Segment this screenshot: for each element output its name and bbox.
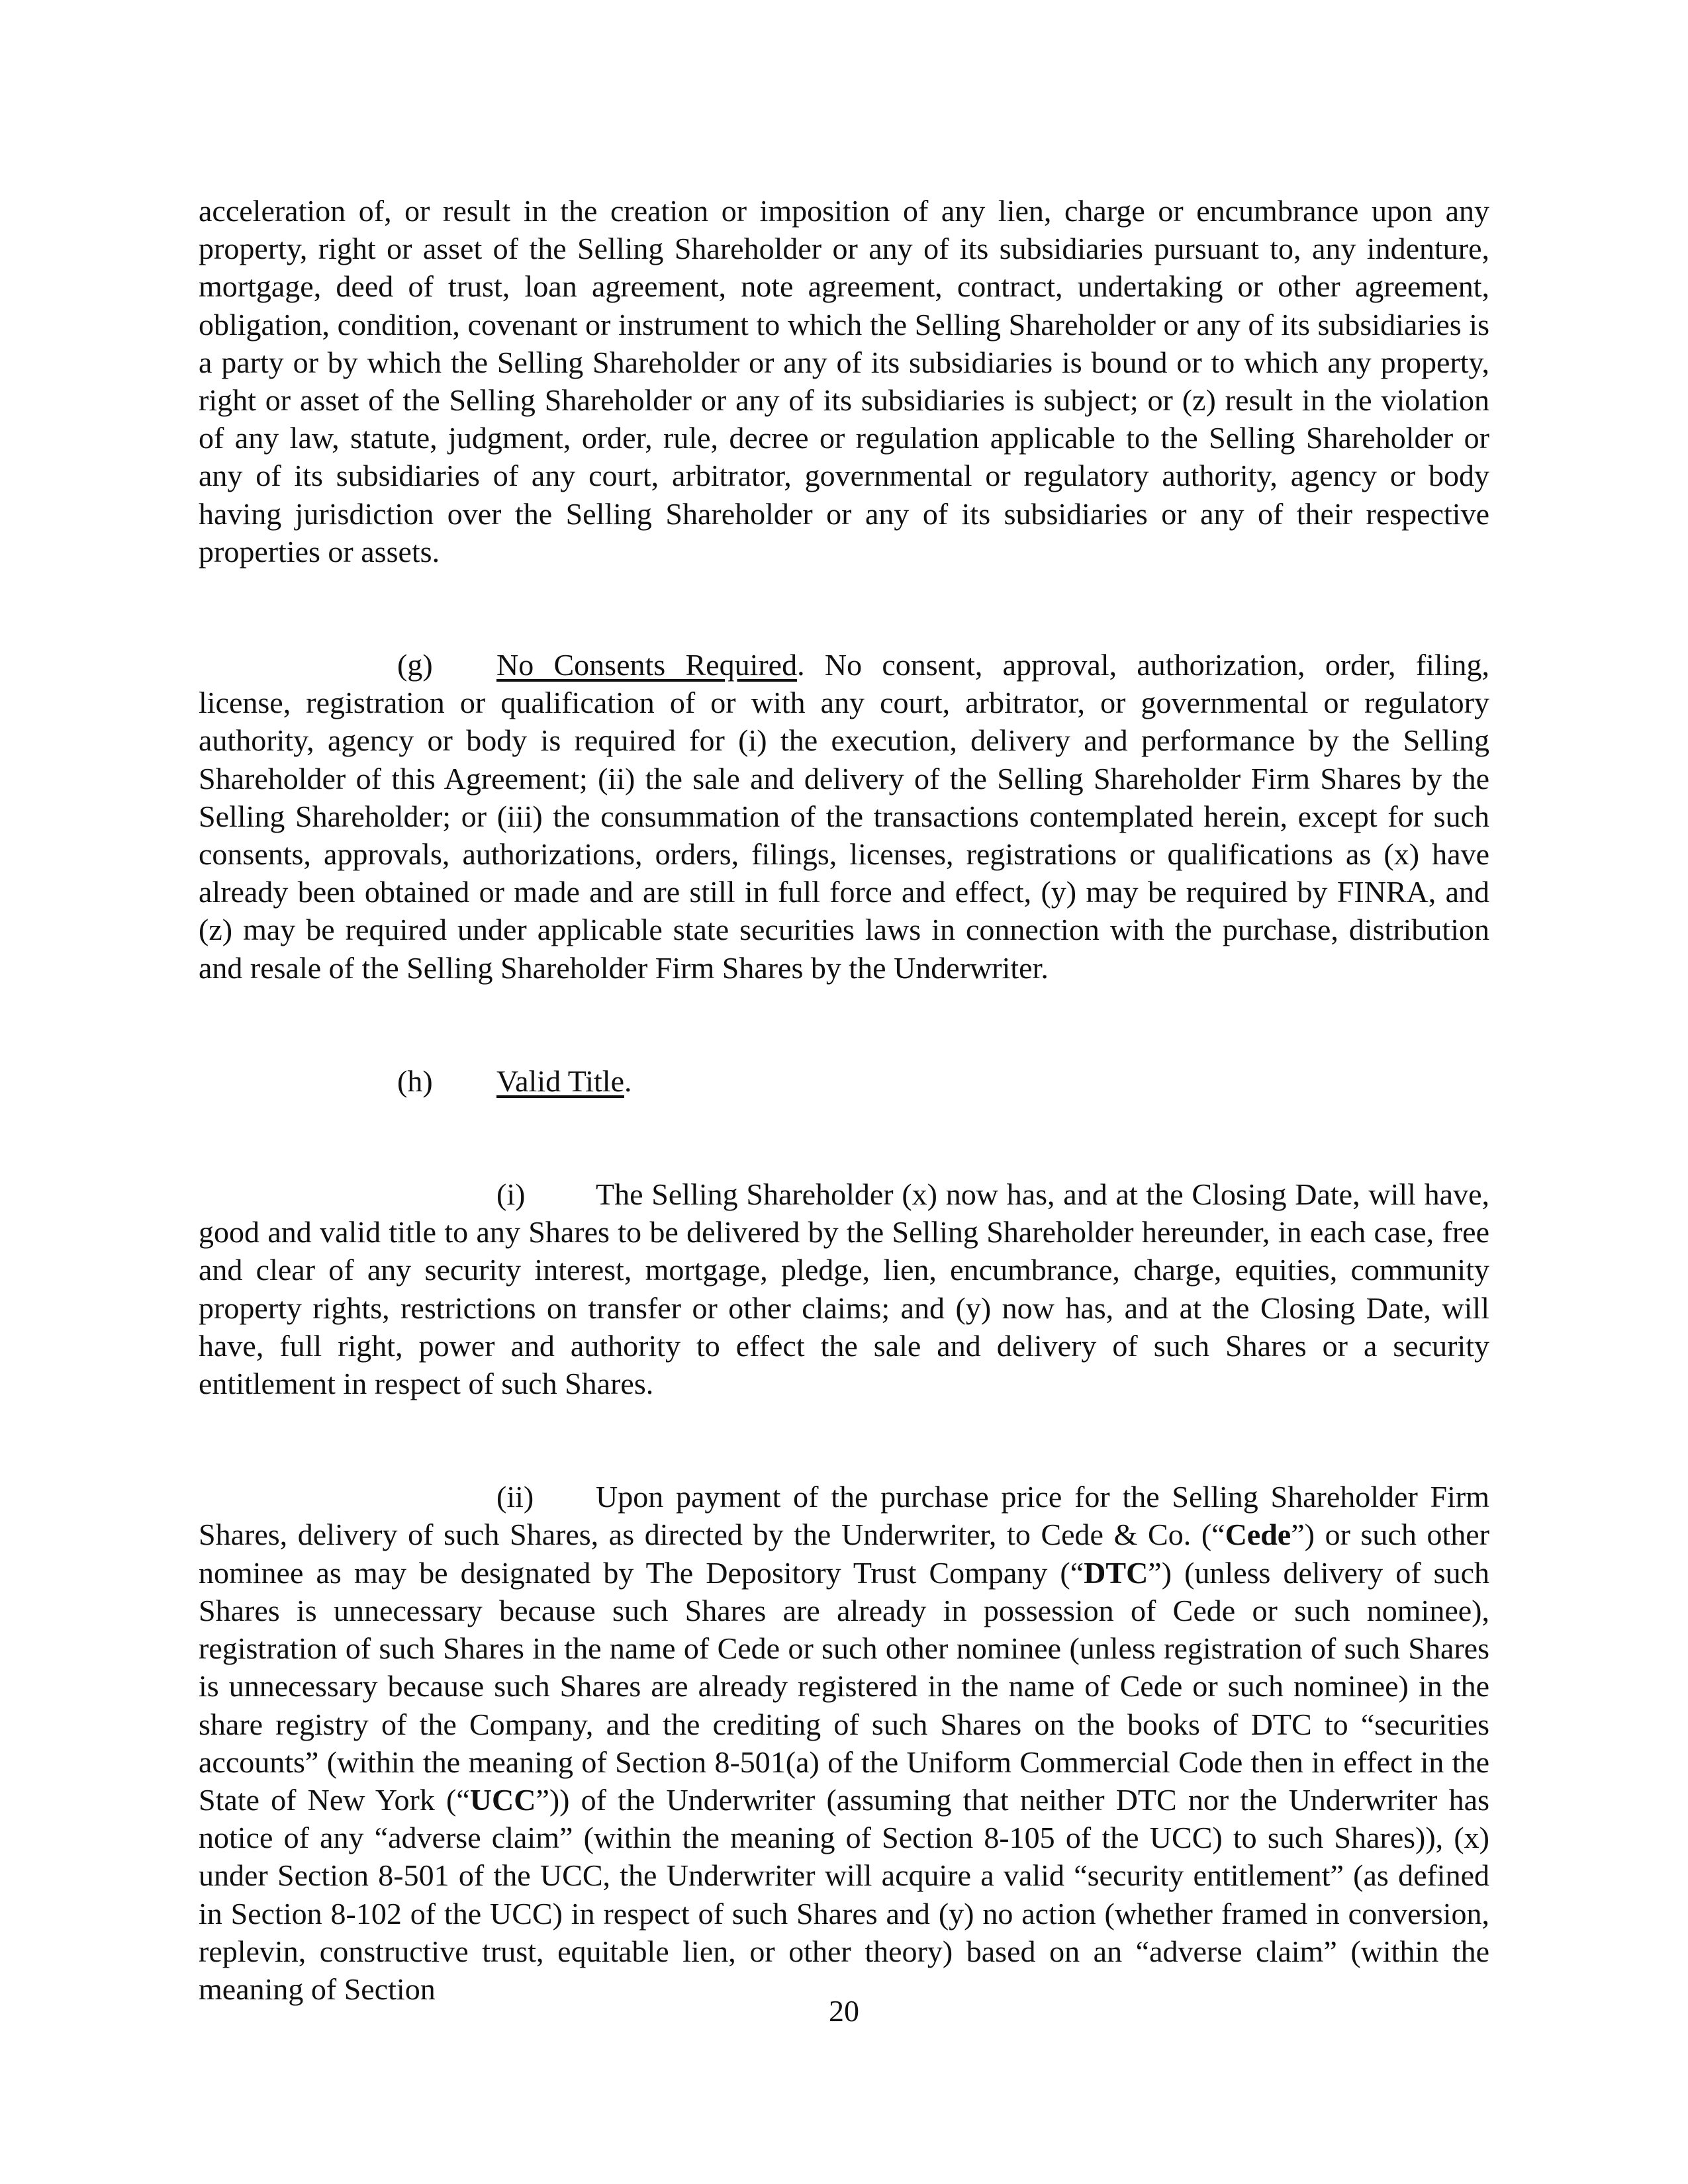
paragraph-h-ii-text-3: ”) (unless delivery of such Shares is unnecessary because such Shares are already in possession of Cede or such nominee), registration of such Shares in the name of Cede or such other nominee (unless registration of such Shares is unnecessary because such Shares are already registered in the name of Cede or such nominee) in the share registry of the Company, and the crediting of such Shares on the books of DTC to “securities accounts” (within the meaning of Section 8-501(a) of the Uniform Commercial Code then in effect in the State of New York (“ — [199, 1555, 1490, 1817]
paragraph-h-ii-text-2: ”) or such other nominee as may be designated by The Depository Trust Company (“ — [199, 1518, 1489, 1590]
subsection-label-i: (i) — [496, 1177, 526, 1212]
paragraph-h-ii-text-4: ”)) of the Underwriter (assuming that neither DTC nor the Underwriter has notice of any “adverse claim” (within the meaning of Section 8-105 of the UCC) to such Shares)), (x) under Section 8-501 of the UCC, the Underwriter will acquire a valid “security entitlement” (as defined in Section 8-102 of the UCC) in respect of such Shares and (y) no action (whether framed in conversion, replevin, constructive trust, equitable lien, or other theory) based on an “adverse claim” (within the meaning of Section — [199, 1782, 1489, 2006]
paragraph-h-i — [199, 1175, 1489, 1402]
section-heading-no-consents: No Consents Required — [496, 648, 798, 682]
subsection-label-ii: (ii) — [496, 1480, 534, 1514]
paragraph-h-ii-text-1: Upon payment of the purchase price for the Selling Shareholder Firm Shares, delivery of such Shares, as directed by the Underwriter, to Cede & Co. (“ — [199, 1480, 1489, 1552]
paragraph-g — [199, 646, 1489, 987]
defined-term-dtc: DTC — [1084, 1555, 1149, 1590]
section-label-h: (h) — [397, 1064, 433, 1098]
section-heading-valid-title: Valid Title — [496, 1064, 625, 1098]
section-heading-period: . — [624, 1064, 632, 1098]
paragraph-g-text: . No consent, approval, authorization, order, filing, license, registration or qualification of or with any court, arbitrator, or governmental or regulatory authority, agency or body is required for (i) the execution, delivery and performance by the Selling Shareholder of this Agreement; (ii) the sale and delivery of the Selling Shareholder Firm Shares by the Selling Shareholder; or (iii) the consummation of the transactions contemplated herein, except for such consents, approvals, authorizations, orders, filings, licenses, registrations or qualifications as (x) have already been obtained or made and are still in full force and effect, (y) may be required by FINRA, and (z) may be required under applicable state securities laws in connection with the purchase, distribution and resale of the Selling Shareholder Firm Shares by the Underwriter. — [199, 648, 1489, 985]
page-number: 20 — [829, 1994, 859, 2028]
paragraph-f-continuation: acceleration of, or result in the creation or imposition of any lien, charge or encumbrance upon any property, right or asset of the Selling Shareholder or any of its subsidiaries pursuant to, any indenture, mortgage, deed of trust, loan agreement, note agreement, contract, undertaking or other agreement, obligation, condition, covenant or instrument to which the Selling Shareholder or any of its subsidiaries is a party or by which the Selling Shareholder or any of its subsidiaries is bound or to which any property, right or asset of the Selling Shareholder or any of its subsidiaries is subject; or (z) result in the violation of any law, statute, judgment, order, rule, decree or regulation applicable to the Selling Shareholder or any of its subsidiaries of any court, arbitrator, governmental or regulatory authority, agency or body having jurisdiction over the Selling Shareholder or any of its subsidiaries or any of their respective properties or assets. — [199, 194, 1489, 569]
defined-term-ucc: UCC — [469, 1782, 536, 1817]
paragraph-h-i-text: The Selling Shareholder (x) now has, and at the Closing Date, will have, good and valid title to any Shares to be delivered by the Selling Shareholder hereunder, in each case, free and clear of any security interest, mortgage, pledge, lien, encumbrance, charge, equities, community property rights, restrictions on transfer or other claims; and (y) now has, and at the Closing Date, will have, full right, power and authority to effect the sale and delivery of such Shares or a security entitlement in respect of such Shares. — [199, 1177, 1489, 1401]
paragraph-h-ii — [199, 1478, 1489, 2008]
paragraph-h — [199, 1062, 1489, 1100]
section-label-g: (g) — [397, 648, 433, 682]
document-page — [199, 192, 1489, 2008]
defined-term-cede: Cede — [1225, 1518, 1291, 1552]
